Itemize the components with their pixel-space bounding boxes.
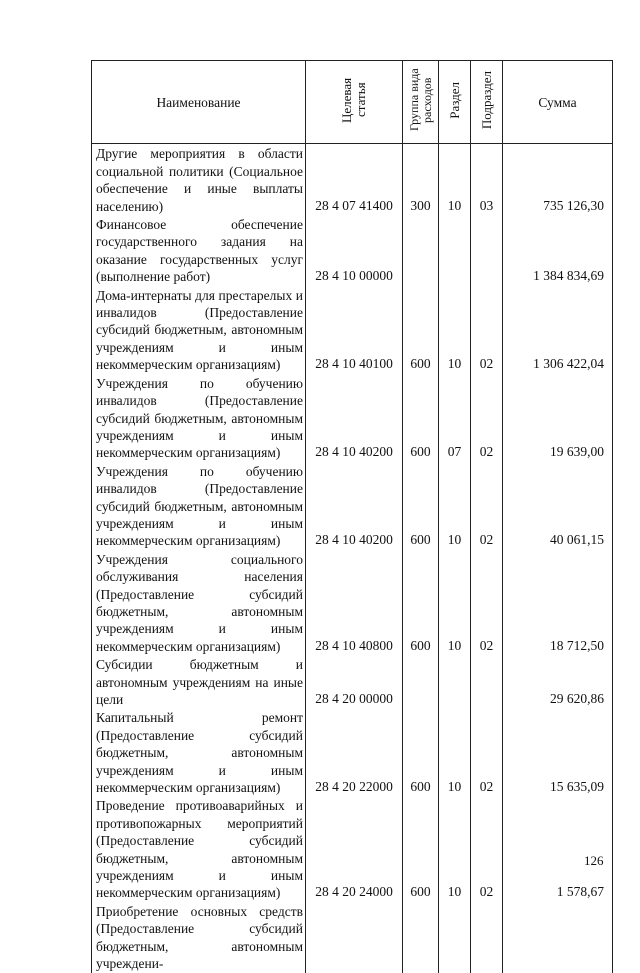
row-section: 10 (439, 708, 471, 796)
row-name: Учреждения по обучению инвалидов (Предоставление субсидий бюджетным, автономным учреждениям и иным некоммерческим организациям) (92, 462, 306, 550)
row-sum: 1 578,67 (503, 796, 613, 901)
row-code: 28 4 20 22000 (306, 708, 403, 796)
row-section: 10 (439, 462, 471, 550)
row-section (439, 902, 471, 973)
row-name: Приобретение основных средств (Предоставление субсидий бюджетным, автономным учреждени- (92, 902, 306, 973)
row-sum: 40 061,15 (503, 462, 613, 550)
header-sum: Сумма (503, 61, 613, 144)
row-group: 600 (403, 462, 439, 550)
row-sum: 735 126,30 (503, 144, 613, 215)
table-row (92, 550, 613, 655)
header-group: Группа вида расходов (403, 61, 439, 144)
row-section: 07 (439, 374, 471, 462)
row-code (306, 902, 403, 973)
table-header-row (92, 61, 613, 144)
row-sum: 18 712,50 (503, 550, 613, 655)
row-group: 600 (403, 796, 439, 901)
row-code: 28 4 20 24000 (306, 796, 403, 901)
row-subsection: 03 (471, 144, 503, 215)
budget-table-page (91, 60, 612, 972)
table-row (92, 462, 613, 550)
row-name: Проведение противоаварийных и противопожарных мероприятий (Предоставление субсидий бюджетным, автономным учреждениям и иным некоммерческим организациям) (92, 796, 306, 901)
header-section: Раздел (439, 61, 471, 144)
row-group: 600 (403, 374, 439, 462)
table-row (92, 374, 613, 462)
row-name: Капитальный ремонт (Предоставление субсидий бюджетным, автономным учреждениям и иным некоммерческим организациям) (92, 708, 306, 796)
row-section: 10 (439, 550, 471, 655)
row-section: 10 (439, 796, 471, 901)
row-code: 28 4 20 00000 (306, 655, 403, 708)
row-sum: 19 639,00 (503, 374, 613, 462)
row-section (439, 655, 471, 708)
row-sum (503, 902, 613, 973)
row-code: 28 4 10 40200 (306, 374, 403, 462)
header-name: Наименование (92, 61, 306, 144)
row-group (403, 655, 439, 708)
table-row (92, 902, 613, 973)
row-subsection (471, 215, 503, 286)
row-code: 28 4 07 41400 (306, 144, 403, 215)
row-subsection: 02 (471, 286, 503, 374)
header-target: Целевая статья (306, 61, 403, 144)
row-code: 28 4 10 40800 (306, 550, 403, 655)
header-subsection: Подраздел (471, 61, 503, 144)
table-row (92, 655, 613, 708)
row-group: 600 (403, 286, 439, 374)
row-name: Учреждения по обучению инвалидов (Предоставление субсидий бюджетным, автономным учреждениям и иным некоммерческим организациям) (92, 374, 306, 462)
row-section: 10 (439, 144, 471, 215)
row-name: Субсидии бюджетным и автономным учреждениям на иные цели (92, 655, 306, 708)
table-row (92, 286, 613, 374)
row-subsection: 02 (471, 374, 503, 462)
row-sum: 29 620,86 (503, 655, 613, 708)
row-subsection: 02 (471, 708, 503, 796)
row-code: 28 4 10 40100 (306, 286, 403, 374)
row-sum: 1 384 834,69 (503, 215, 613, 286)
row-name: Финансовое обеспечение государственного задания на оказание государственных услуг (выполнение работ) (92, 215, 306, 286)
row-group: 600 (403, 550, 439, 655)
row-name: Другие мероприятия в области социальной политики (Социальное обеспечение и иные выплаты населению) (92, 144, 306, 215)
row-name: Дома-интернаты для престарелых и инвалидов (Предоставление субсидий бюджетным, автономным учреждениям и иным некоммерческим организациям) (92, 286, 306, 374)
row-sum: 1 306 422,04 (503, 286, 613, 374)
table-row (92, 215, 613, 286)
row-group (403, 902, 439, 973)
row-name: Учреждения социального обслуживания населения (Предоставление субсидий бюджетным, автономным учреждениям и иным некоммерческим организациям) (92, 550, 306, 655)
row-section: 10 (439, 286, 471, 374)
row-group: 600 (403, 708, 439, 796)
row-subsection: 02 (471, 796, 503, 901)
table-row (92, 144, 613, 215)
row-subsection: 02 (471, 462, 503, 550)
row-subsection (471, 655, 503, 708)
table-row (92, 796, 613, 901)
table-row (92, 708, 613, 796)
page-number: 126 (584, 853, 604, 868)
row-code: 28 4 10 40200 (306, 462, 403, 550)
budget-table (91, 60, 613, 973)
row-section (439, 215, 471, 286)
row-group (403, 215, 439, 286)
row-group: 300 (403, 144, 439, 215)
row-code: 28 4 10 00000 (306, 215, 403, 286)
row-subsection (471, 902, 503, 973)
row-subsection: 02 (471, 550, 503, 655)
row-sum: 15 635,09 (503, 708, 613, 796)
